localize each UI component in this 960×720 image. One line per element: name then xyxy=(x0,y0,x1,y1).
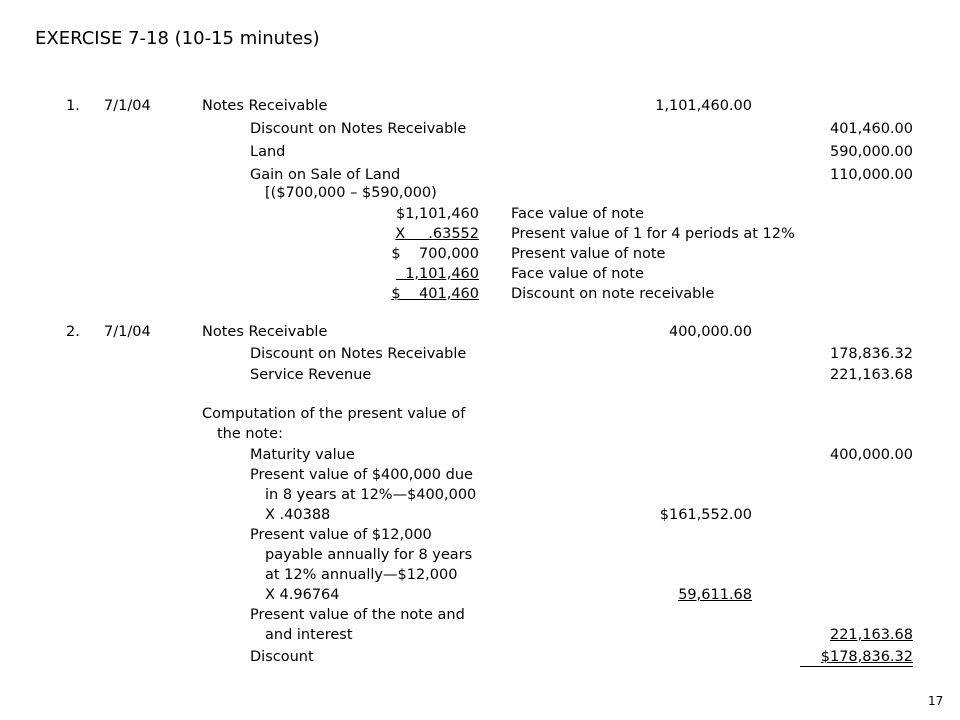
pv-note-label: Present value of the note and xyxy=(250,607,465,623)
credit-amount: 221,163.68 xyxy=(829,367,913,383)
entry-number: 2. xyxy=(66,324,80,340)
debit-amount: 400,000.00 xyxy=(668,324,752,340)
calc-amount: $1,101,460 xyxy=(395,206,479,222)
discount-label: Discount xyxy=(250,649,314,665)
pv-principal-label: in 8 years at 12%—$400,000 xyxy=(265,487,477,503)
computation-heading: Computation of the present value of xyxy=(202,406,466,422)
calc-amount: 1,101,460 xyxy=(395,266,479,282)
pv-note-label: and interest xyxy=(265,627,353,643)
debit-amount: 1,101,460.00 xyxy=(655,98,752,114)
credit-amount: 401,460.00 xyxy=(829,121,913,137)
account-notes-receivable: Notes Receivable xyxy=(202,98,328,114)
account-discount-notes-receivable: Discount on Notes Receivable xyxy=(250,121,467,137)
pv-interest-amount: 59,611.68 xyxy=(678,587,752,603)
calc-amount: X .63552 xyxy=(395,226,479,242)
pv-interest-label: Present value of $12,000 xyxy=(250,527,432,543)
entry-date: 7/1/04 xyxy=(104,98,151,114)
calc-description: Present value of note xyxy=(511,246,666,262)
page-number: 17 xyxy=(928,694,944,708)
maturity-value-label: Maturity value xyxy=(250,447,355,463)
discount-amount: $178,836.32 xyxy=(800,648,913,667)
account-service-revenue: Service Revenue xyxy=(250,367,372,383)
calc-description: Face value of note xyxy=(511,266,644,282)
pv-interest-label: at 12% annually—$12,000 xyxy=(265,567,458,583)
computation-heading: the note: xyxy=(217,426,283,442)
entry-date: 7/1/04 xyxy=(104,324,151,340)
gain-calculation: [($700,000 – $590,000) xyxy=(265,185,437,201)
calc-description: Present value of 1 for 4 periods at 12% xyxy=(511,226,795,242)
account-land: Land xyxy=(250,144,286,160)
calc-amount: $ 700,000 xyxy=(391,246,479,262)
calc-description: Discount on note receivable xyxy=(511,286,715,302)
entry-number: 1. xyxy=(66,98,80,114)
account-notes-receivable: Notes Receivable xyxy=(202,324,328,340)
pv-principal-label: Present value of $400,000 due xyxy=(250,467,473,483)
pv-note-amount: 221,163.68 xyxy=(829,627,913,643)
account-discount-notes-receivable: Discount on Notes Receivable xyxy=(250,346,467,362)
credit-amount: 590,000.00 xyxy=(829,144,913,160)
calc-amount: $ 401,460 xyxy=(391,286,479,302)
credit-amount: 178,836.32 xyxy=(829,346,913,362)
page-title: EXERCISE 7-18 (10-15 minutes) xyxy=(35,28,320,49)
pv-principal-amount: $161,552.00 xyxy=(659,507,752,523)
calc-description: Face value of note xyxy=(511,206,644,222)
maturity-value-amount: 400,000.00 xyxy=(829,447,913,463)
pv-interest-label: X 4.96764 xyxy=(265,587,340,603)
pv-principal-label: X .40388 xyxy=(265,507,331,523)
credit-amount: 110,000.00 xyxy=(829,167,913,183)
account-gain-on-sale: Gain on Sale of Land xyxy=(250,167,401,183)
pv-interest-label: payable annually for 8 years xyxy=(265,547,473,563)
